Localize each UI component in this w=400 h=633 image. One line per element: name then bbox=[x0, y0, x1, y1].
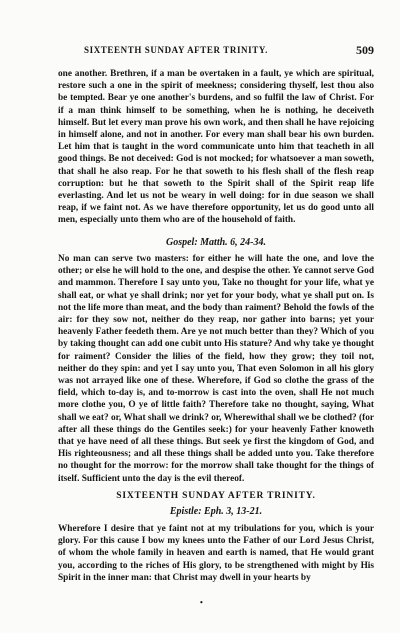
footer-mark: • bbox=[200, 598, 203, 607]
epistle-continued-paragraph: one another. Brethren, if a man be overtaken in a fault, ye which are spiritual, restore such a one in the spirit of meekness; considering thyself, lest thou also be tempted. Bear ye one another's burdens, and so fulfil the law of Christ. For if a man think himself to be something, when he is nothing, he deceiveth himself. But let every man prove his own work, and then shall he have rejoicing in himself alone, and not in another. For every man shall bear his own burden. Let him that is taught in the word communicate unto him that teacheth in all good things. Be not deceived: God is not mocked; for whatsoever a man soweth, that shall he also reap. For he that soweth to his flesh shall of the flesh reap corruption: but he that soweth to the Spirit shall of the Spirit reap life everlasting. And let us not be weary in well doing: for in due season we shall reap, if we faint not. As we have therefore opportunity, let us do good unto all men, especially unto them who are of the household of faith. bbox=[58, 69, 374, 226]
gospel-heading: Gospel: Matth. 6, 24-34. bbox=[166, 237, 266, 248]
gospel-paragraph: No man can serve two masters: for either he will hate the one, and love the other; or else he will hold to the one, and despise the other. Ye cannot serve God and mammon. Therefore I say unto you, Take no thought for your life, what ye shall eat, or what ye shall drink; nor yet for your body, what ye shall put on. Is not the life more than meat, and the body than raiment? Behold the fowls of the air: for they sow not, neither do they reap, nor gather into barns; yet your heavenly Father feedeth them. Are ye not much better than they? Which of you by taking thought can add one cubit unto His stature? And why take ye thought for raiment? Consider the lilies of the field, how they grow; they toil not, neither do they spin: and yet I say unto you, That even Solomon in all his glory was not arrayed like one of these. Wherefore, if God so clothe the grass of the field, which to-day is, and to-morrow is cast into the oven, shall He not much more clothe you, O ye of little faith? Therefore take no thought, saying, What shall we eat? or, What shall we drink? or, Wherewithal shall we be clothed? (for after all these things do the Gentiles seek:) for your heavenly Father knoweth that ye have need of all these things. But seek ye first the kingdom of God, and His righteousness; and all these things shall be added unto you. Take therefore no thought for the morrow: for the morrow shall take thought for the things of itself. Sufficient unto the day is the evil thereof. bbox=[58, 254, 374, 484]
epistle-heading: Epistle: Eph. 3, 13-21. bbox=[169, 506, 263, 517]
page-number: 509 bbox=[356, 43, 374, 57]
running-head bbox=[58, 43, 374, 57]
epistle-paragraph: Wherefore I desire that ye faint not at my tribulations for you, which is your glory. For this cause I bow my knees unto the Father of our Lord Jesus Christ, of whom the whole family in heaven and earth is named, that He would grant you, according to the riches of His glory, to be strengthened with might by His Spirit in the inner man: that Christ may dwell in your hearts by bbox=[58, 524, 374, 583]
section-title: SIXTEENTH SUNDAY AFTER TRINITY. bbox=[116, 491, 316, 501]
running-title: SIXTEENTH SUNDAY AFTER TRINITY. bbox=[84, 45, 268, 55]
